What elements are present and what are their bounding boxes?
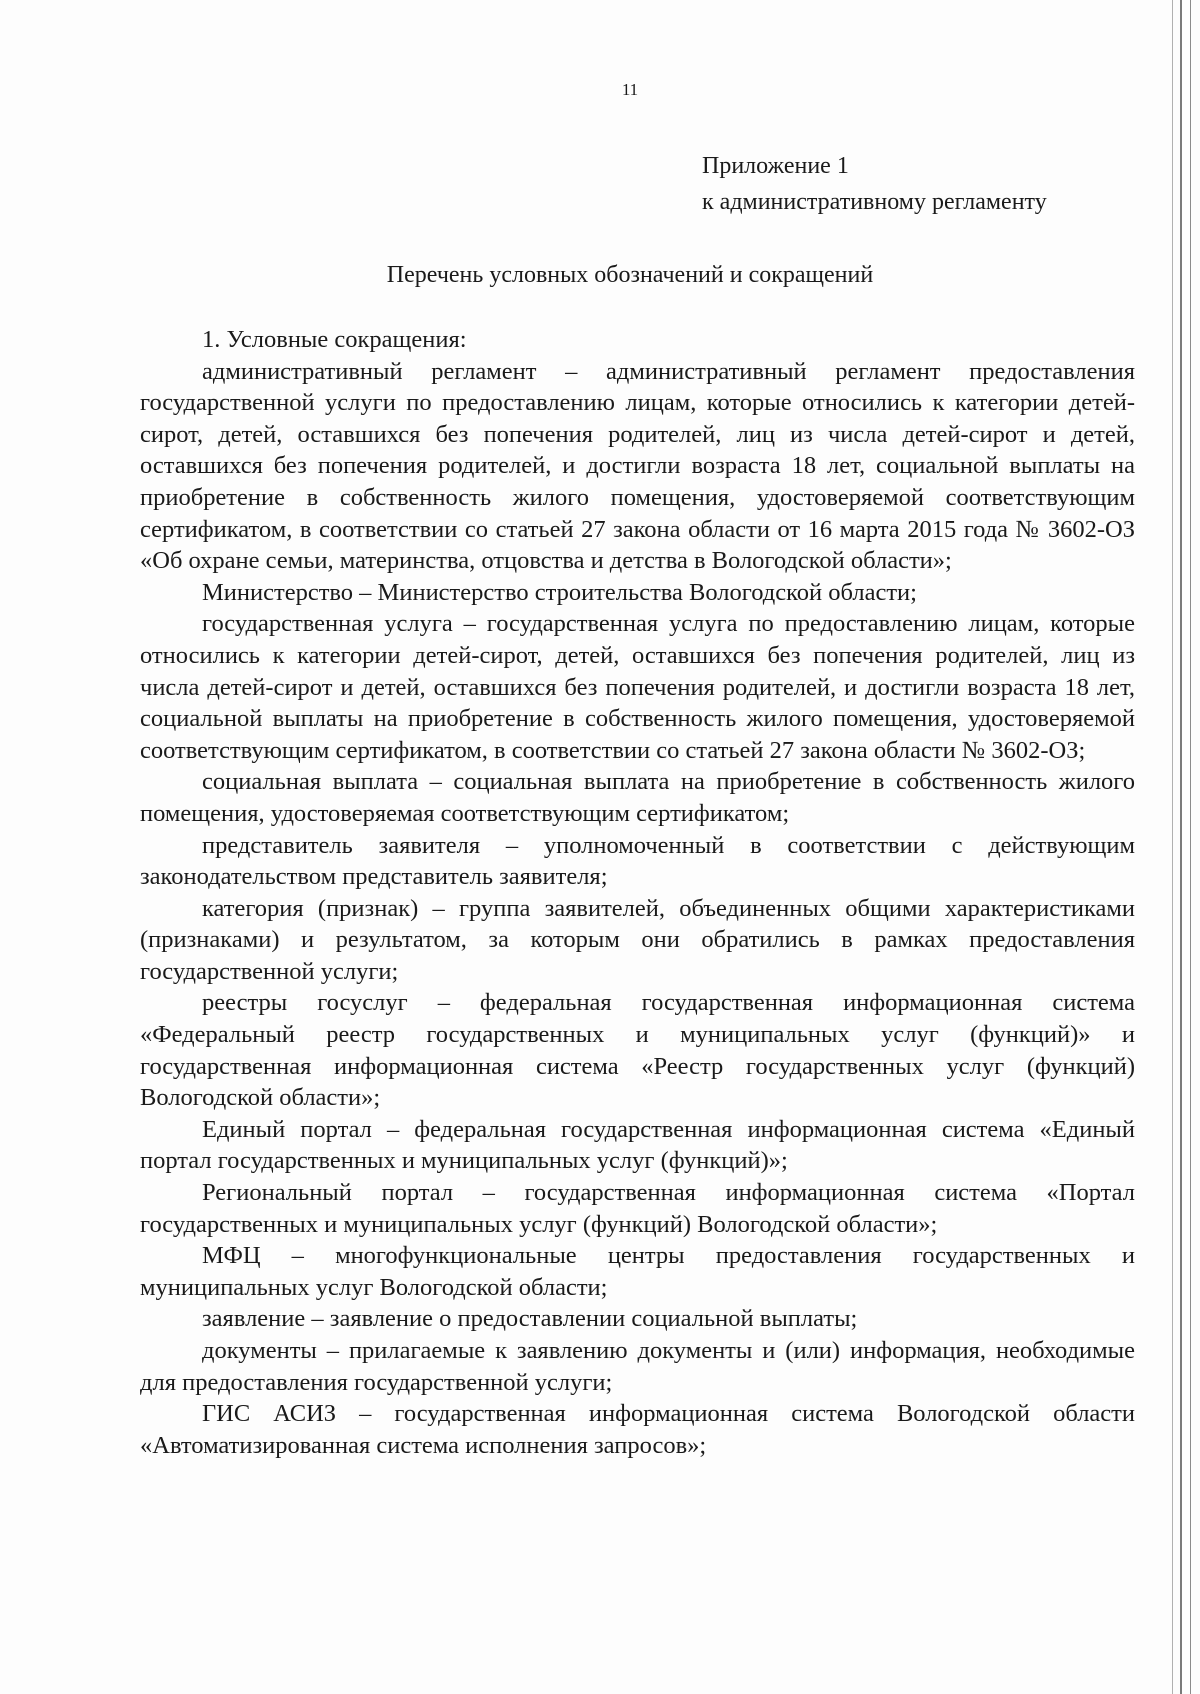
page-number: 11 [621, 80, 639, 99]
appendix-line-2: к административному регламенту [702, 189, 1047, 215]
appendix-line-1: Приложение 1 [702, 153, 849, 179]
paragraph-state-service: государственная услуга – государственная услуга по предоставлению лицам, которые относились к категории детей-сирот, детей, оставшихся без попечения родителей, лиц из числа детей-сирот и детей, оставшихся без попечения родителей, и достигли возраста 18 лет, социальной выплаты на приобретение в собственность жилого помещения, удостоверяемой соответствующим сертификатом, в соответствии со статьей 27 закона области № 3602-ОЗ; [140, 610, 1135, 764]
scan-edge-line [1180, 0, 1182, 1694]
appendix-block [702, 148, 1047, 220]
section-heading: 1. Условные сокращения: [202, 326, 467, 353]
paragraph-ministry: Министерство – Министерство строительства Вологодской области; [202, 578, 917, 606]
scan-edge-line [1190, 0, 1191, 1694]
paragraph-application: заявление – заявление о предоставлении социальной выплаты; [202, 1305, 858, 1333]
paragraph-registries: реестры госуслуг – федеральная государственная информационная система «Федеральный реестр государственных и муниципальных услуг (функций)» и государственная информационная система «Реестр государственных услуг (функций) Вологодской области»; [140, 989, 1135, 1112]
paragraph-gis-asiz: ГИС АСИЗ – государственная информационная система Вологодской области «Автоматизированная система исполнения запросов»; [140, 1400, 1135, 1459]
document-body [140, 324, 1135, 1461]
paragraph-regional-portal: Региональный портал – государственная информационная система «Портал государственных и муниципальных услуг (функций) Вологодской области»; [140, 1179, 1135, 1238]
paragraph-applicant-representative: представитель заявителя – уполномоченный в соответствии с действующим законодательством представитель заявителя; [140, 831, 1135, 891]
paragraph-regulation: административный регламент – административный регламент предоставления государственной услуги по предоставлению лицам, которые относились к категории детей-сирот, детей, оставшихся без попечения родителей, лиц из числа детей-сирот и детей, оставшихся без попечения родителей, и достигли возраста 18 лет, социальной выплаты на приобретение в собственность жилого помещения, удостоверяемой соответствующим сертификатом, в соответствии со статьей 27 закона области от 16 марта 2015 года № 3602-ОЗ «Об охране семьи, материнства, отцовства и детства в Вологодской области»; [140, 357, 1135, 575]
paragraph-unified-portal: Единый портал – федеральная государственная информационная система «Единый портал государственных и муниципальных услуг (функций)»; [140, 1115, 1135, 1175]
scan-edge-line [1172, 0, 1173, 1694]
paragraph-documents: документы – прилагаемые к заявлению документы и (или) информация, необходимые для предоставления государственной услуги; [140, 1337, 1135, 1396]
paragraph-mfc: МФЦ – многофункциональные центры предоставления государственных и муниципальных услуг Вологодской области; [140, 1242, 1135, 1301]
paragraph-social-payment: социальная выплата – социальная выплата на приобретение в собственность жилого помещения, удостоверяемая соответствующим сертификатом; [140, 768, 1135, 827]
paragraph-category: категория (признак) – группа заявителей, объединенных общими характеристиками (признаками) и результатом, за которым они обратились в рамках предоставления государственной услуги; [140, 894, 1135, 985]
document-title: Перечень условных обозначений и сокращений [386, 262, 874, 288]
